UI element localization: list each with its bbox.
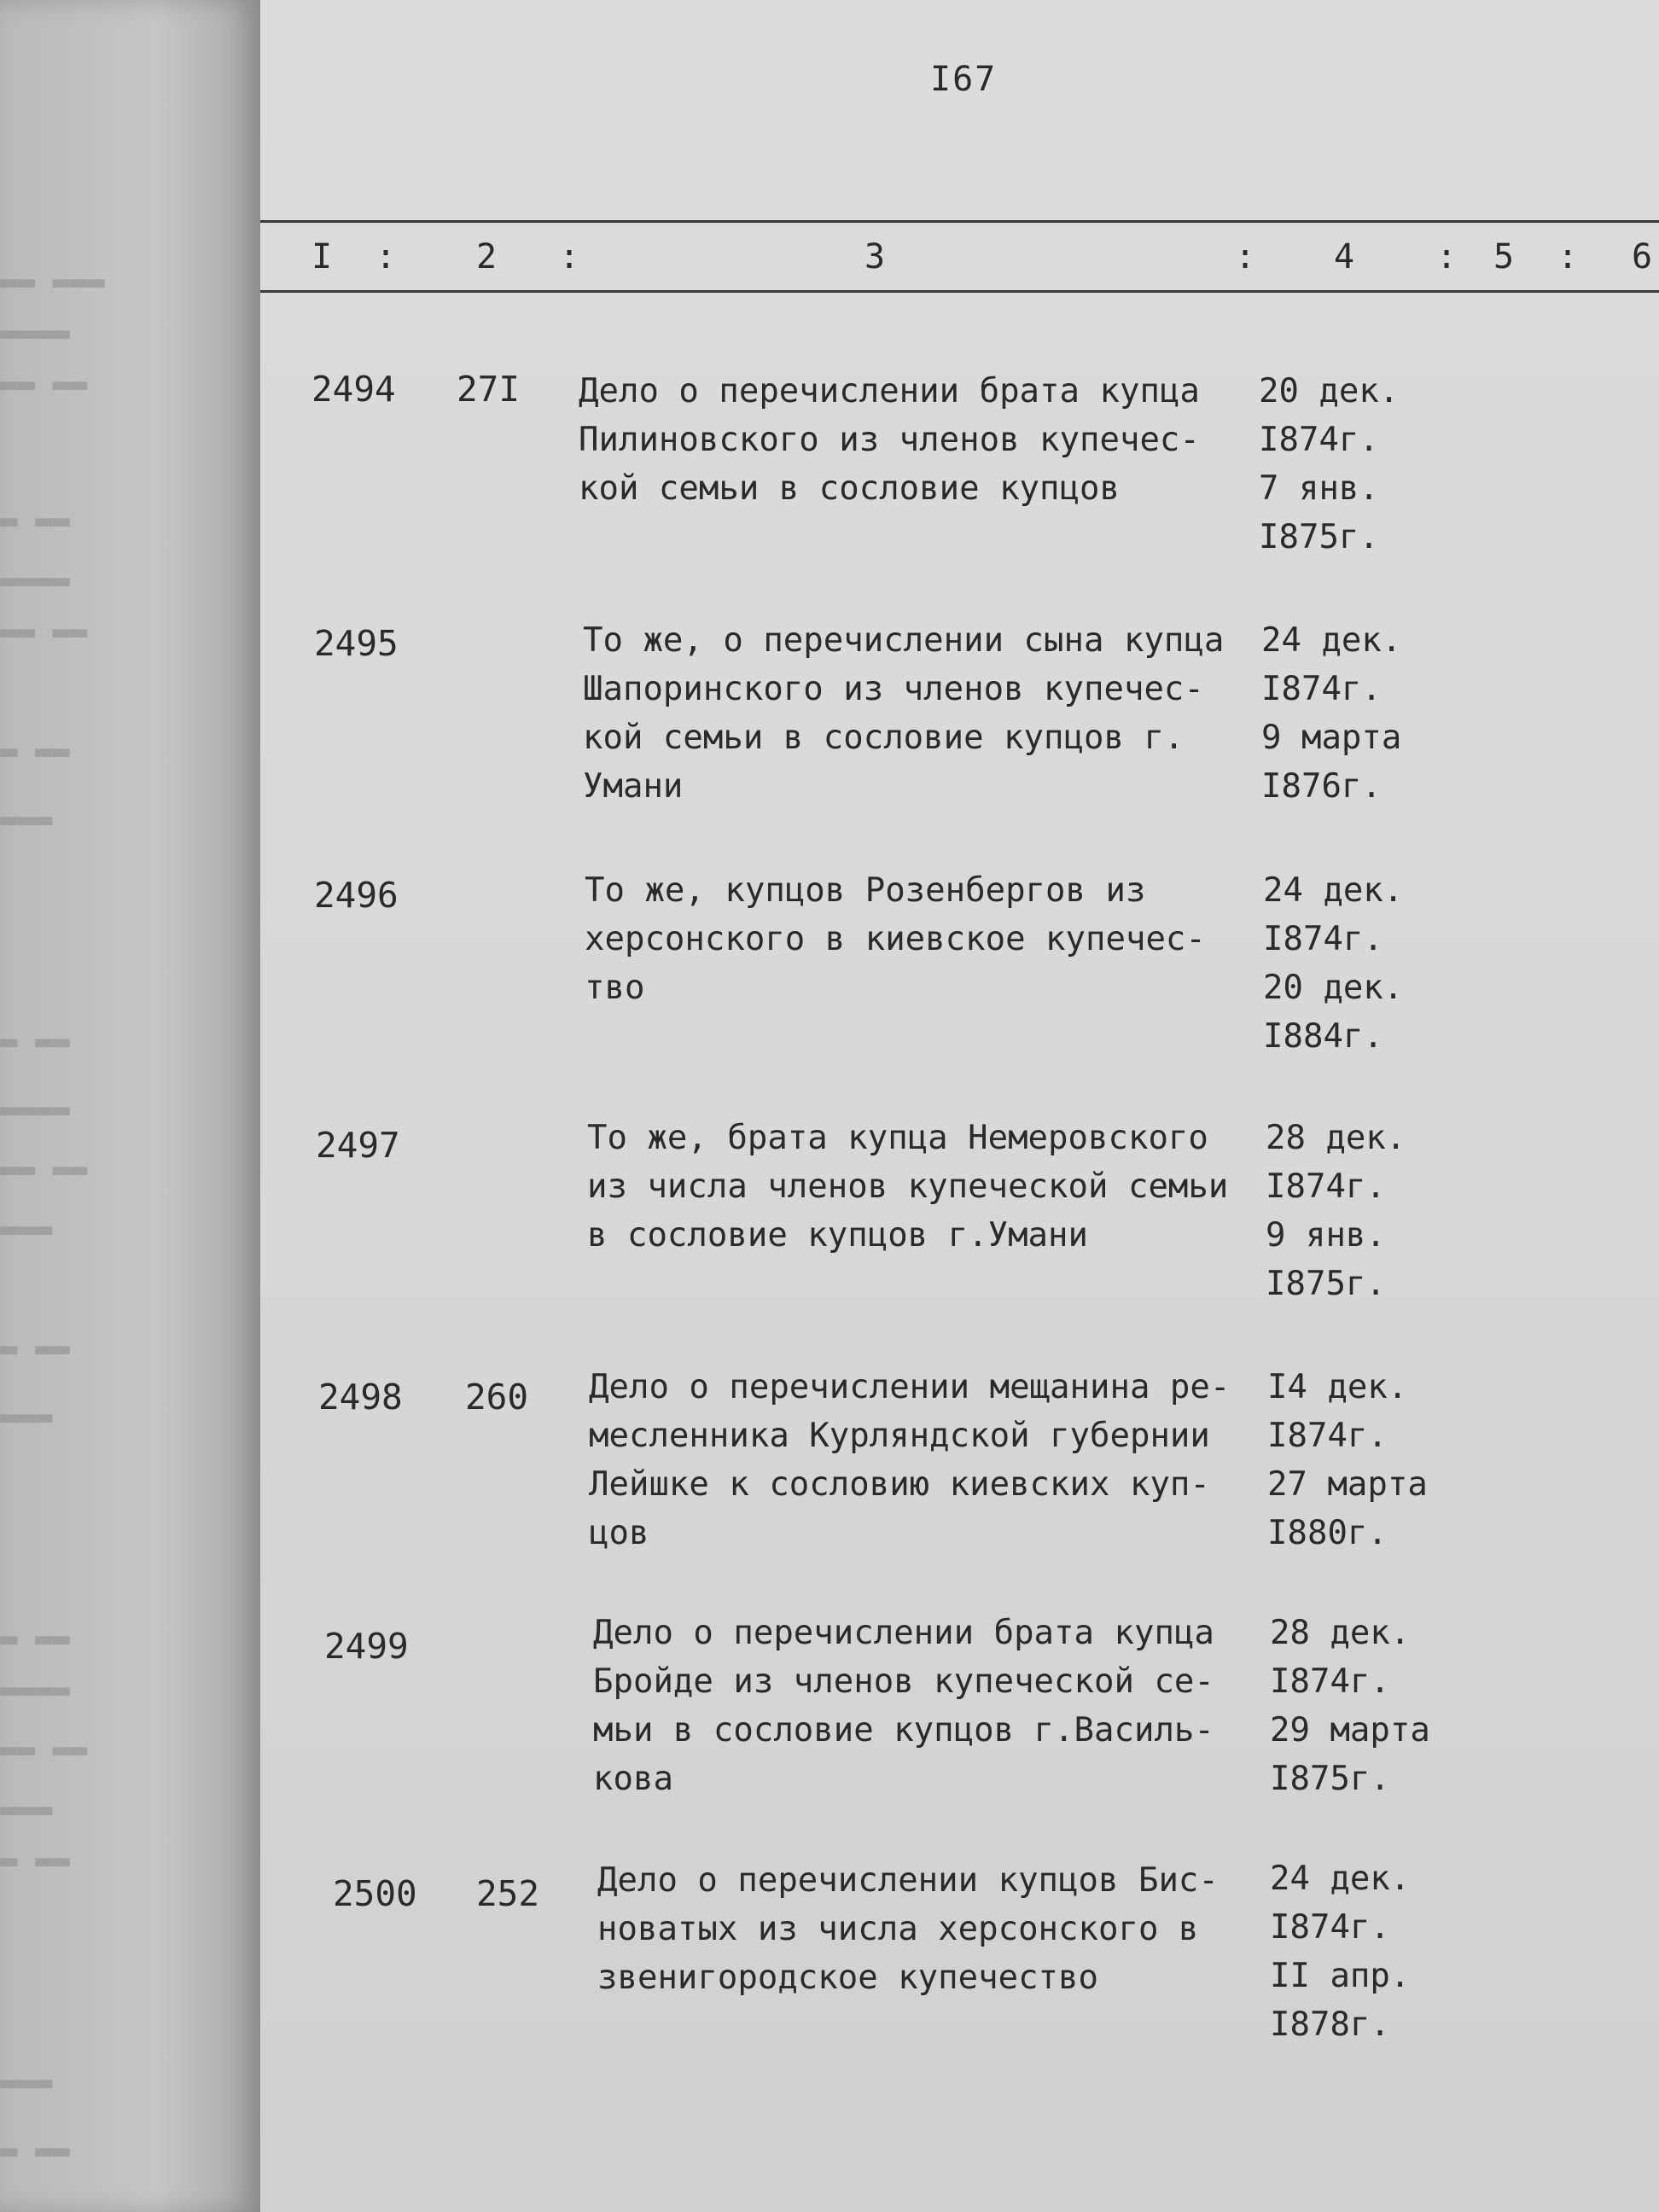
description-line: в сословие купцов г.Умани <box>587 1216 1088 1254</box>
date-line: I875г. <box>1266 1265 1386 1303</box>
description-line: Лейшке к сословию киевских куп- <box>589 1465 1210 1504</box>
description-line: из числа членов купеческой семьи <box>587 1167 1229 1206</box>
bleed-through-text: ▬▬ ▬ <box>0 504 70 538</box>
description-line: кой семьи в сословие купцов <box>579 469 1120 508</box>
date-line: I874г. <box>1267 1417 1388 1455</box>
entry-old-number: 27I <box>457 369 521 410</box>
entry-number: 2499 <box>324 1626 409 1667</box>
description-line: Дело о перечислении брата купца <box>593 1614 1214 1652</box>
bleed-through-text: ▬▬▬ ▬▬ <box>0 265 105 299</box>
description-line: херсонского в киевское купечес- <box>585 920 1206 958</box>
date-line: 29 марта <box>1270 1711 1430 1749</box>
bleed-through-text: ▬▬▬ <box>0 1400 53 1434</box>
description-line: Бройде из членов купеческой се- <box>593 1662 1214 1701</box>
date-line: 24 дек. <box>1261 621 1402 660</box>
description-line: звенигородское купечество <box>597 1959 1098 1997</box>
column-header-2: 2 <box>476 237 498 276</box>
description-line: Дело о перечислении брата купца <box>579 372 1200 410</box>
description-line: кова <box>593 1760 673 1798</box>
bleed-through-text: ▬▬ ▬ <box>0 1024 70 1058</box>
entry-number: 2496 <box>314 875 399 916</box>
column-header-3: 3 <box>864 237 886 276</box>
bleed-through-text: ▬▬▬▬ <box>0 1092 70 1126</box>
column-header-6: 6 <box>1632 237 1653 276</box>
bleed-through-text: ▬▬▬ <box>0 1792 53 1826</box>
entry-description <box>589 1363 1230 1557</box>
date-line: 20 дек. <box>1259 372 1400 410</box>
entry-description <box>593 1609 1214 1803</box>
date-line: 9 янв. <box>1266 1216 1386 1254</box>
description-line: То же, о перечислении сына купца <box>583 621 1225 660</box>
entry-old-number: 252 <box>476 1873 540 1914</box>
date-line: I874г. <box>1270 1908 1390 1947</box>
description-line: То же, брата купца Немеровского <box>587 1119 1208 1157</box>
date-line: 9 марта <box>1261 719 1402 757</box>
entry-number: 2498 <box>318 1377 403 1417</box>
description-line: Дело о перечислении купцов Бис- <box>597 1861 1219 1900</box>
bleed-through-text: ▬▬▬▬ <box>0 316 70 350</box>
entry-description <box>587 1114 1228 1260</box>
column-separator: : <box>375 237 397 276</box>
date-line: I884г. <box>1263 1017 1383 1056</box>
date-line: I874г. <box>1259 421 1379 459</box>
column-header-5: 5 <box>1493 237 1515 276</box>
bleed-through-text: ▬▬ ▬▬ <box>0 1732 88 1767</box>
bleed-through-text: ▬▬ ▬▬ <box>0 1152 88 1186</box>
entry-dates <box>1259 367 1399 562</box>
description-line: тво <box>585 969 645 1007</box>
bleed-through-text: ▬▬▬ <box>0 1212 53 1246</box>
description-line: Шапоринского из членов купечес- <box>583 670 1204 708</box>
bleed-through-text: ▬▬ ▬ <box>0 1331 70 1365</box>
date-line: II апр. <box>1270 1957 1411 1995</box>
date-line: 7 янв. <box>1259 469 1379 508</box>
column-separator: : <box>1436 237 1458 276</box>
description-line: цов <box>589 1514 649 1552</box>
date-line: 24 дек. <box>1270 1860 1411 1898</box>
bleed-through-text: ▬▬ ▬ <box>0 1621 70 1656</box>
entry-number: 2495 <box>314 623 399 664</box>
date-line: I878г. <box>1270 2005 1390 2044</box>
entry-dates <box>1270 1854 1410 2049</box>
date-line: I4 дек. <box>1267 1368 1408 1406</box>
bleed-through-text: ▬▬▬▬ <box>0 1673 70 1707</box>
description-line: мьи в сословие купцов г.Василь- <box>593 1711 1214 1749</box>
date-line: I875г. <box>1270 1760 1390 1798</box>
entry-dates <box>1270 1609 1430 1803</box>
bleed-through-text: ▬▬ ▬▬ <box>0 367 88 401</box>
bleed-through-text: ▬▬ ▬▬ <box>0 614 88 649</box>
description-line: Дело о перечислении мещанина ре- <box>589 1368 1231 1406</box>
entry-number: 2494 <box>311 369 396 410</box>
entry-dates <box>1261 616 1401 811</box>
date-line: I874г. <box>1261 670 1382 708</box>
column-header-4: 4 <box>1334 237 1355 276</box>
date-line: 20 дек. <box>1263 969 1404 1007</box>
column-separator: : <box>1557 237 1579 276</box>
description-line: Пилиновского из членов купечес- <box>579 421 1200 459</box>
bleed-through-text: ▬▬ ▬ <box>0 2133 70 2168</box>
page-number: I67 <box>930 60 998 99</box>
date-line: I875г. <box>1259 518 1379 556</box>
bleed-through-text: ▬▬▬▬ <box>0 563 70 597</box>
bleed-through-text: ▬▬▬ <box>0 2065 53 2099</box>
column-header-1: I <box>311 237 333 276</box>
entry-description <box>579 367 1200 513</box>
entry-number: 2500 <box>333 1873 417 1914</box>
entry-description <box>597 1856 1219 2002</box>
date-line: 27 марта <box>1267 1465 1428 1504</box>
column-separator: : <box>559 237 580 276</box>
facing-page <box>0 0 260 2212</box>
entry-dates <box>1267 1363 1428 1557</box>
date-line: I880г. <box>1267 1514 1388 1552</box>
bleed-through-text: ▬▬▬ <box>0 802 53 836</box>
date-line: 24 дек. <box>1263 871 1404 910</box>
entry-description <box>583 616 1224 811</box>
entry-old-number: 260 <box>465 1377 529 1417</box>
header-rule-top <box>260 220 1659 223</box>
bleed-through-text: ▬▬ ▬ <box>0 1843 70 1877</box>
bleed-through-text: ▬▬ ▬ <box>0 734 70 768</box>
date-line: I874г. <box>1270 1662 1390 1701</box>
column-separator: : <box>1235 237 1256 276</box>
date-line: I876г. <box>1261 767 1382 806</box>
entry-dates <box>1263 866 1403 1061</box>
entry-dates <box>1266 1114 1406 1308</box>
date-line: 28 дек. <box>1270 1614 1411 1652</box>
date-line: I874г. <box>1266 1167 1386 1206</box>
description-line: То же, купцов Розенбергов из <box>585 871 1146 910</box>
entry-description <box>585 866 1206 1012</box>
date-line: 28 дек. <box>1266 1119 1406 1157</box>
description-line: месленника Курляндской губернии <box>589 1417 1210 1455</box>
entry-number: 2497 <box>316 1125 400 1166</box>
description-line: Умани <box>583 767 684 806</box>
description-line: кой семьи в сословие купцов г. <box>583 719 1185 757</box>
date-line: I874г. <box>1263 920 1383 958</box>
description-line: новатых из числа херсонского в <box>597 1910 1199 1948</box>
header-rule-bottom <box>260 290 1659 293</box>
